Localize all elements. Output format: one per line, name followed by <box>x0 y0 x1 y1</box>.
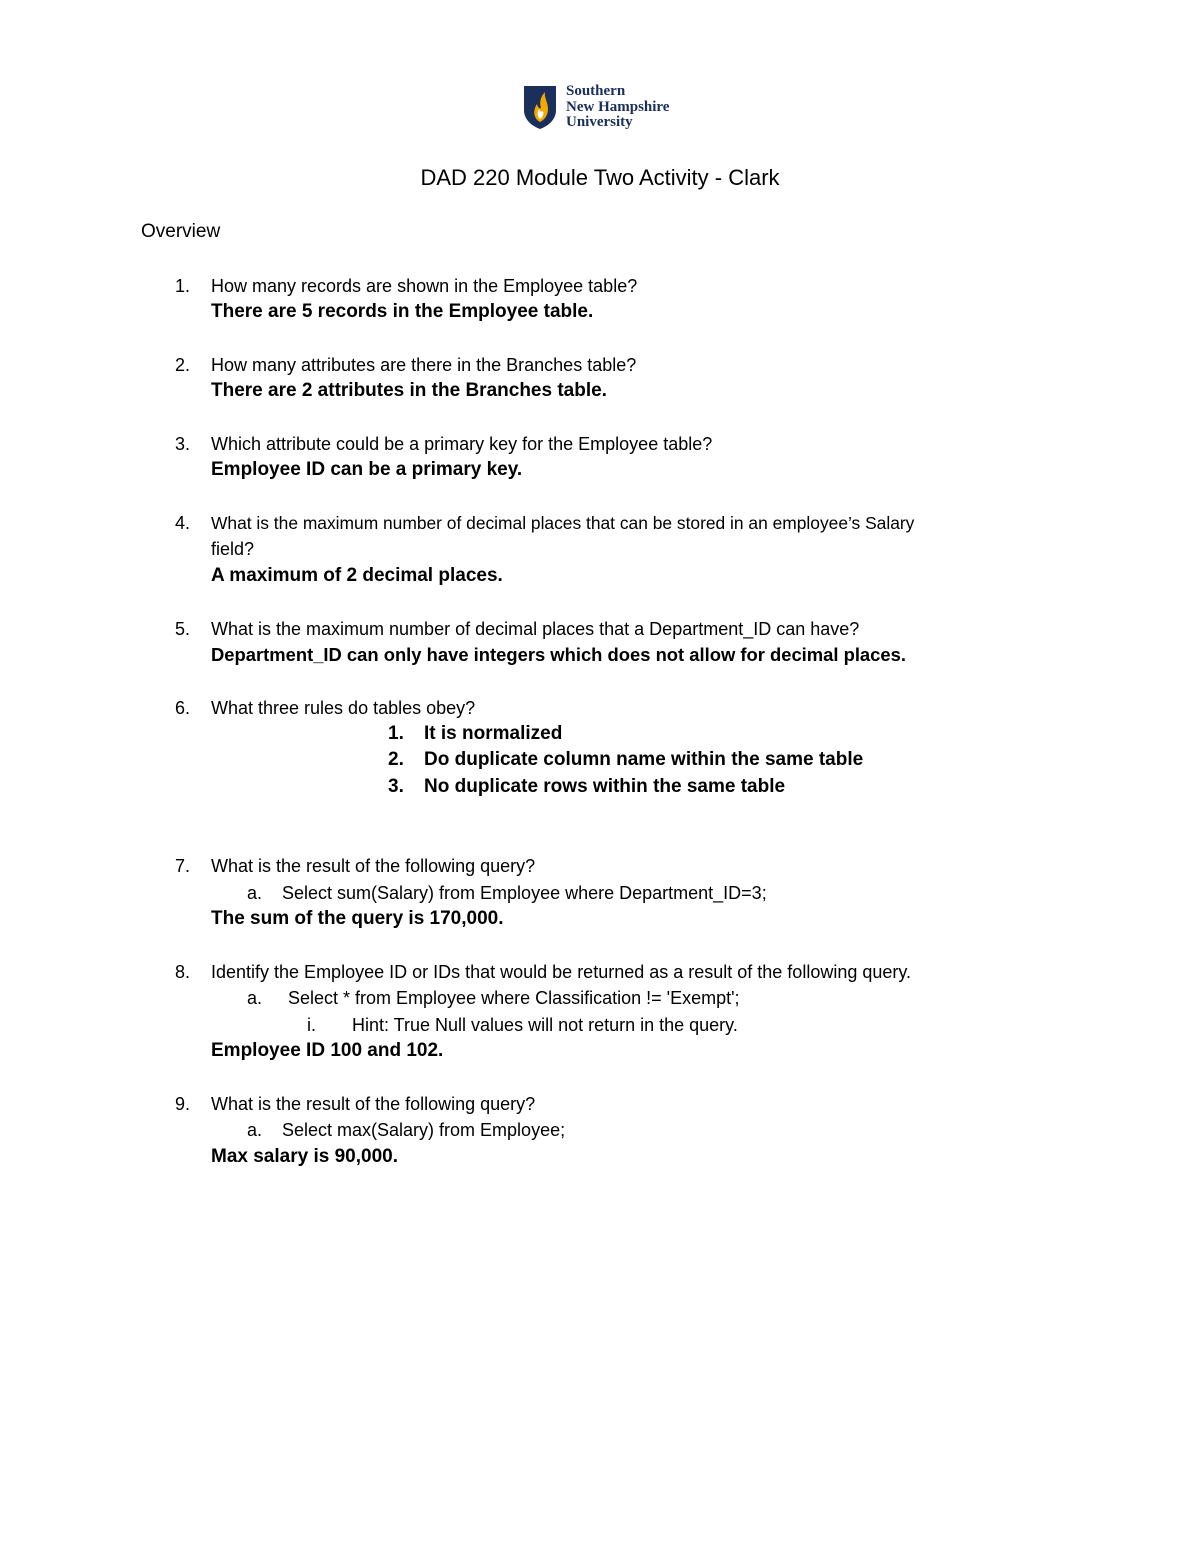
question-number: 3. <box>175 434 191 454</box>
question-text: Identify the Employee ID or IDs that would be returned as a result of the following query. <box>211 962 912 982</box>
question-number: 7. <box>175 856 191 876</box>
answer-text: A maximum of 2 decimal places. <box>211 565 503 586</box>
question-text: What is the result of the following query? <box>211 1094 536 1114</box>
rule-text: No duplicate rows within the same table <box>424 776 786 797</box>
sub-item-letter: a. <box>247 1120 263 1140</box>
question-text: What is the result of the following query? <box>211 856 536 876</box>
question-text: How many attributes are there in the Branches table? <box>211 355 637 375</box>
question-text: What is the maximum number of decimal places that a Department_ID can have? <box>211 619 860 639</box>
document-title: DAD 220 Module Two Activity - Clark <box>420 165 780 190</box>
rule-number: 3. <box>388 776 404 797</box>
question-number: 9. <box>175 1094 191 1114</box>
query-text: Select max(Salary) from Employee; <box>282 1120 566 1140</box>
sub-item-letter: a. <box>247 988 263 1008</box>
question-number: 1. <box>175 276 191 296</box>
logo-wordmark <box>566 84 669 131</box>
logo-line-3: University <box>566 114 633 130</box>
rule-text: Do duplicate column name within the same table <box>424 749 864 770</box>
answer-text: Employee ID 100 and 102. <box>211 1040 444 1061</box>
sub-item-letter: a. <box>247 883 263 903</box>
hint-marker: i. <box>307 1015 316 1035</box>
question-text: How many records are shown in the Employee table? <box>211 276 638 296</box>
question-text: Which attribute could be a primary key for the Employee table? <box>211 434 713 454</box>
rule-number: 1. <box>388 723 404 744</box>
question-text: What is the maximum number of decimal places that can be stored in an employee’s Salary <box>211 513 915 533</box>
rule-text: It is normalized <box>424 723 563 744</box>
section-heading: Overview <box>141 221 221 242</box>
question-number: 5. <box>175 619 191 639</box>
question-number: 2. <box>175 355 191 375</box>
question-text: What three rules do tables obey? <box>211 698 476 718</box>
answer-text: Max salary is 90,000. <box>211 1146 398 1167</box>
logo-line-1: Southern <box>566 83 626 99</box>
answer-text: There are 5 records in the Employee table. <box>211 301 594 322</box>
university-logo <box>522 84 669 132</box>
question-number: 6. <box>175 698 191 718</box>
flame-shield-icon <box>522 84 558 130</box>
question-number: 8. <box>175 962 191 982</box>
query-text: Select * from Employee where Classification != 'Exempt'; <box>288 988 740 1008</box>
question-number: 4. <box>175 513 191 533</box>
answer-text: Employee ID can be a primary key. <box>211 459 523 480</box>
query-text: Select sum(Salary) from Employee where Department_ID=3; <box>282 883 767 903</box>
rule-number: 2. <box>388 749 404 770</box>
answer-text: The sum of the query is 170,000. <box>211 908 504 929</box>
question-text-continued: field? <box>211 539 255 559</box>
hint-text: Hint: True Null values will not return in the query. <box>352 1015 738 1035</box>
logo-line-2: New Hampshire <box>566 98 670 115</box>
answer-text: There are 2 attributes in the Branches table. <box>211 380 607 401</box>
answer-text: Department_ID can only have integers which does not allow for decimal places. <box>211 644 906 665</box>
